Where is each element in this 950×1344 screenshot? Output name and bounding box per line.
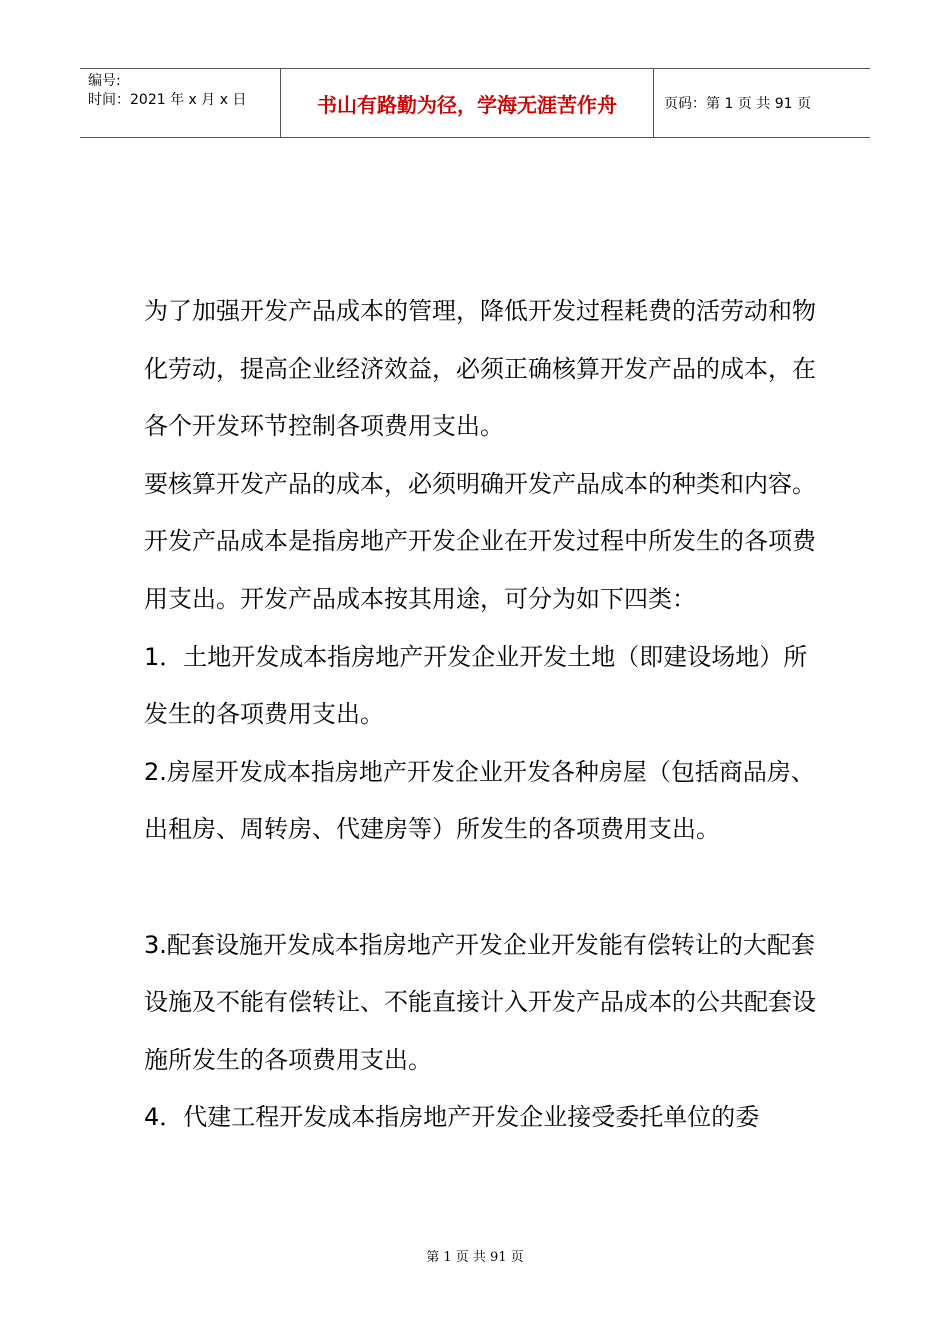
number-label: 编号: (88, 73, 121, 89)
motto-text: 书山有路勤为径，学海无涯苦作舟 (317, 92, 617, 117)
paragraph-item-1: 1．土地开发成本指房地产开发企业开发土地（即建设场地）所发生的各项费用支出。 (144, 642, 808, 729)
header-page-info: 页码：第 1 页 共 91 页 (664, 96, 811, 112)
header-page-cell (654, 69, 870, 137)
paragraph-item-4: 4．代建工程开发成本指房地产开发企业接受委托单位的委 (144, 1103, 760, 1132)
paragraph-categories: 要核算开发产品的成本，必须明确开发产品成本的种类和内容。开发产品成本是指房地产开发企业在开发过程中所发生的各项费用支出。开发产品成本按其用途，可分为如下四类： (144, 469, 816, 613)
paragraph-item-2: 2.房屋开发成本指房地产开发企业开发各种房屋（包括商品房、出租房、周转房、代建房等）所发生的各项费用支出。 (144, 757, 815, 844)
header-motto-cell (281, 69, 654, 137)
date-label: 时间：2021 年 x 月 x 日 (88, 92, 247, 108)
page-footer: 第 1 页 共 91 页 (426, 1250, 524, 1265)
paragraph-spacer (144, 859, 816, 917)
paragraph-intro: 为了加强开发产品成本的管理，降低开发过程耗费的活劳动和物化劳动，提高企业经济效益，必须正确核算开发产品的成本，在各个开发环节控制各项费用支出。 (144, 297, 816, 441)
header-meta-cell (80, 69, 281, 137)
document-body (144, 283, 816, 1147)
header-table (80, 68, 870, 138)
paragraph-item-3: 3.配套设施开发成本指房地产开发企业开发能有偿转让的大配套设施及不能有偿转让、不能直接计入开发产品成本的公共配套设施所发生的各项费用支出。 (144, 930, 816, 1074)
